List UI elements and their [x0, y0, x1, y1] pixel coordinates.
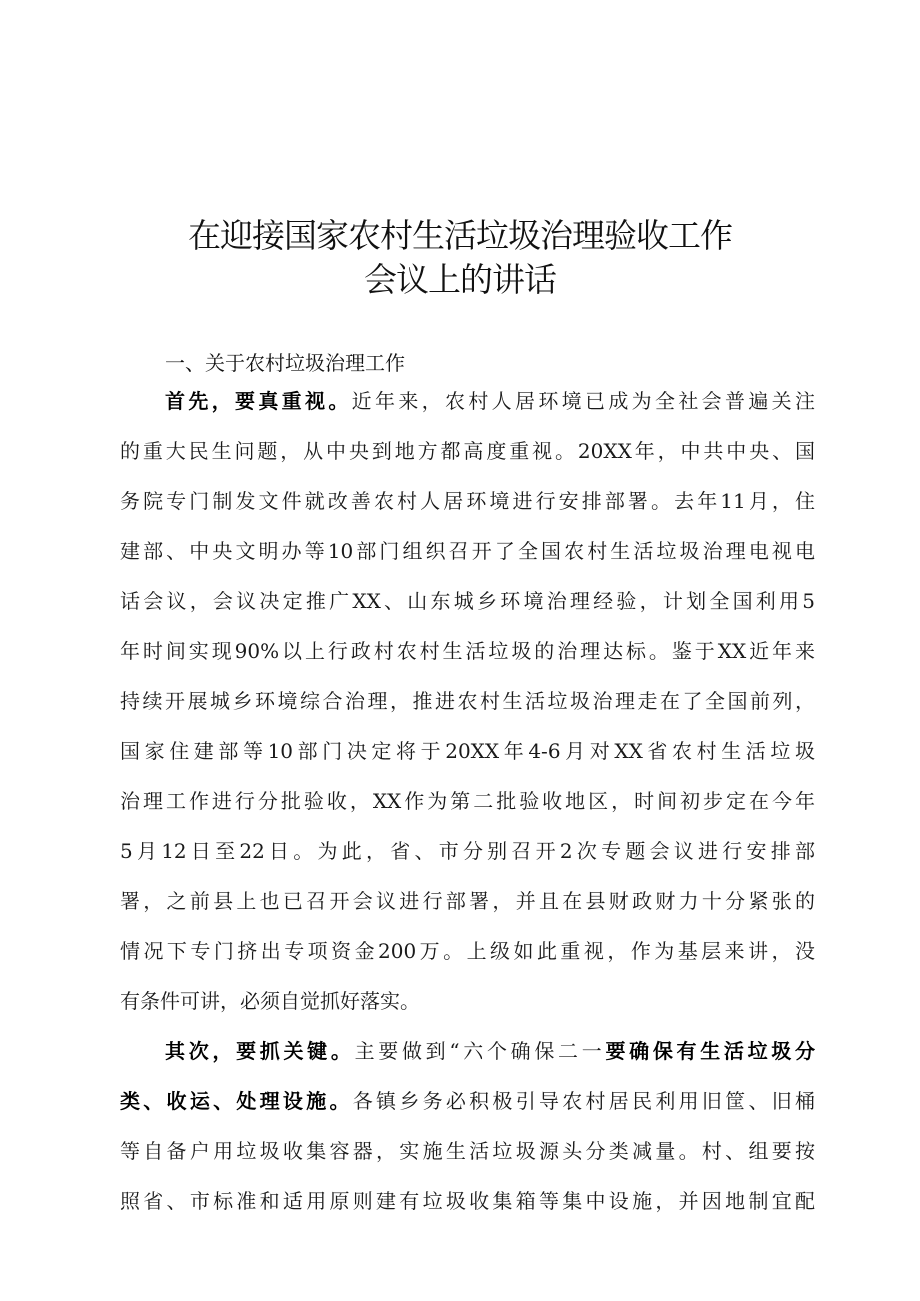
paragraph-text: 主要做到“六个确保二一	[354, 1039, 606, 1063]
paragraph-line: 署，之前县上也已召开会议进行部署，并且在县财政财力十分紧张的	[120, 889, 815, 913]
paragraph-line: 照省、市标准和适用原则建有垃圾收集箱等集中设施，并因地制宜配	[120, 1189, 815, 1213]
paragraph-line: 建部、中央文明办等10部门组织召开了全国农村生活垃圾治理电视电	[120, 539, 815, 563]
paragraph-line: 等自备户用垃圾收集容器，实施生活垃圾源头分类减量。村、组要按	[120, 1139, 815, 1163]
paragraph-line: 治理工作进行分批验收，XX作为第二批验收地区，时间初步定在今年	[120, 789, 815, 813]
section-heading: 一、关于农村垃圾治理工作	[165, 351, 405, 375]
paragraph-line: 5月12日至22日。为此，省、市分别召开2次专题会议进行安排部	[120, 839, 815, 863]
paragraph-line: 年时间实现90%以上行政村农村生活垃圾的治理达标。鉴于XX近年来	[120, 639, 815, 663]
paragraph-emphasis: 类、收运、处理设施。	[120, 1089, 353, 1113]
paragraph-line: 有条件可讲，必须自觉抓好落实。	[120, 989, 420, 1013]
paragraph-text: 各镇乡务必积极引导农村居民利用旧筐、旧桶	[352, 1089, 816, 1113]
paragraph-line: 务院专门制发文件就改善农村人居环境进行安排部署。去年11月，住	[120, 489, 815, 513]
paragraph-line	[165, 1034, 815, 1068]
paragraph-lead: 首先，要真重视。	[165, 389, 352, 413]
paragraph-lead: 其次，要抓关键。	[165, 1039, 355, 1063]
paragraph-line: 持续开展城乡环境综合治理，推进农村生活垃圾治理走在了全国前列，	[120, 689, 815, 713]
paragraph-line: 国家住建部等10部门决定将于20XX年4-6月对XX省农村生活垃圾	[120, 739, 815, 763]
paragraph-line: 话会议，会议决定推广XX、山东城乡环境治理经验，计划全国利用5	[120, 589, 815, 613]
document-title-line-1: 在迎接国家农村生活垃圾治理验收工作	[188, 216, 732, 255]
paragraph-line	[165, 384, 815, 418]
paragraph-emphasis: 要确保有生活垃圾分	[605, 1039, 815, 1063]
document-title-line-2: 会议上的讲话	[364, 260, 556, 299]
paragraph-line	[120, 1084, 815, 1118]
paragraph-line: 情况下专门挤出专项资金200万。上级如此重视，作为基层来讲，没	[120, 939, 815, 963]
paragraph-text: 近年来，农村人居环境已成为全社会普遍关注	[351, 389, 816, 413]
paragraph-line: 的重大民生问题，从中央到地方都高度重视。20XX年，中共中央、国	[120, 439, 815, 463]
